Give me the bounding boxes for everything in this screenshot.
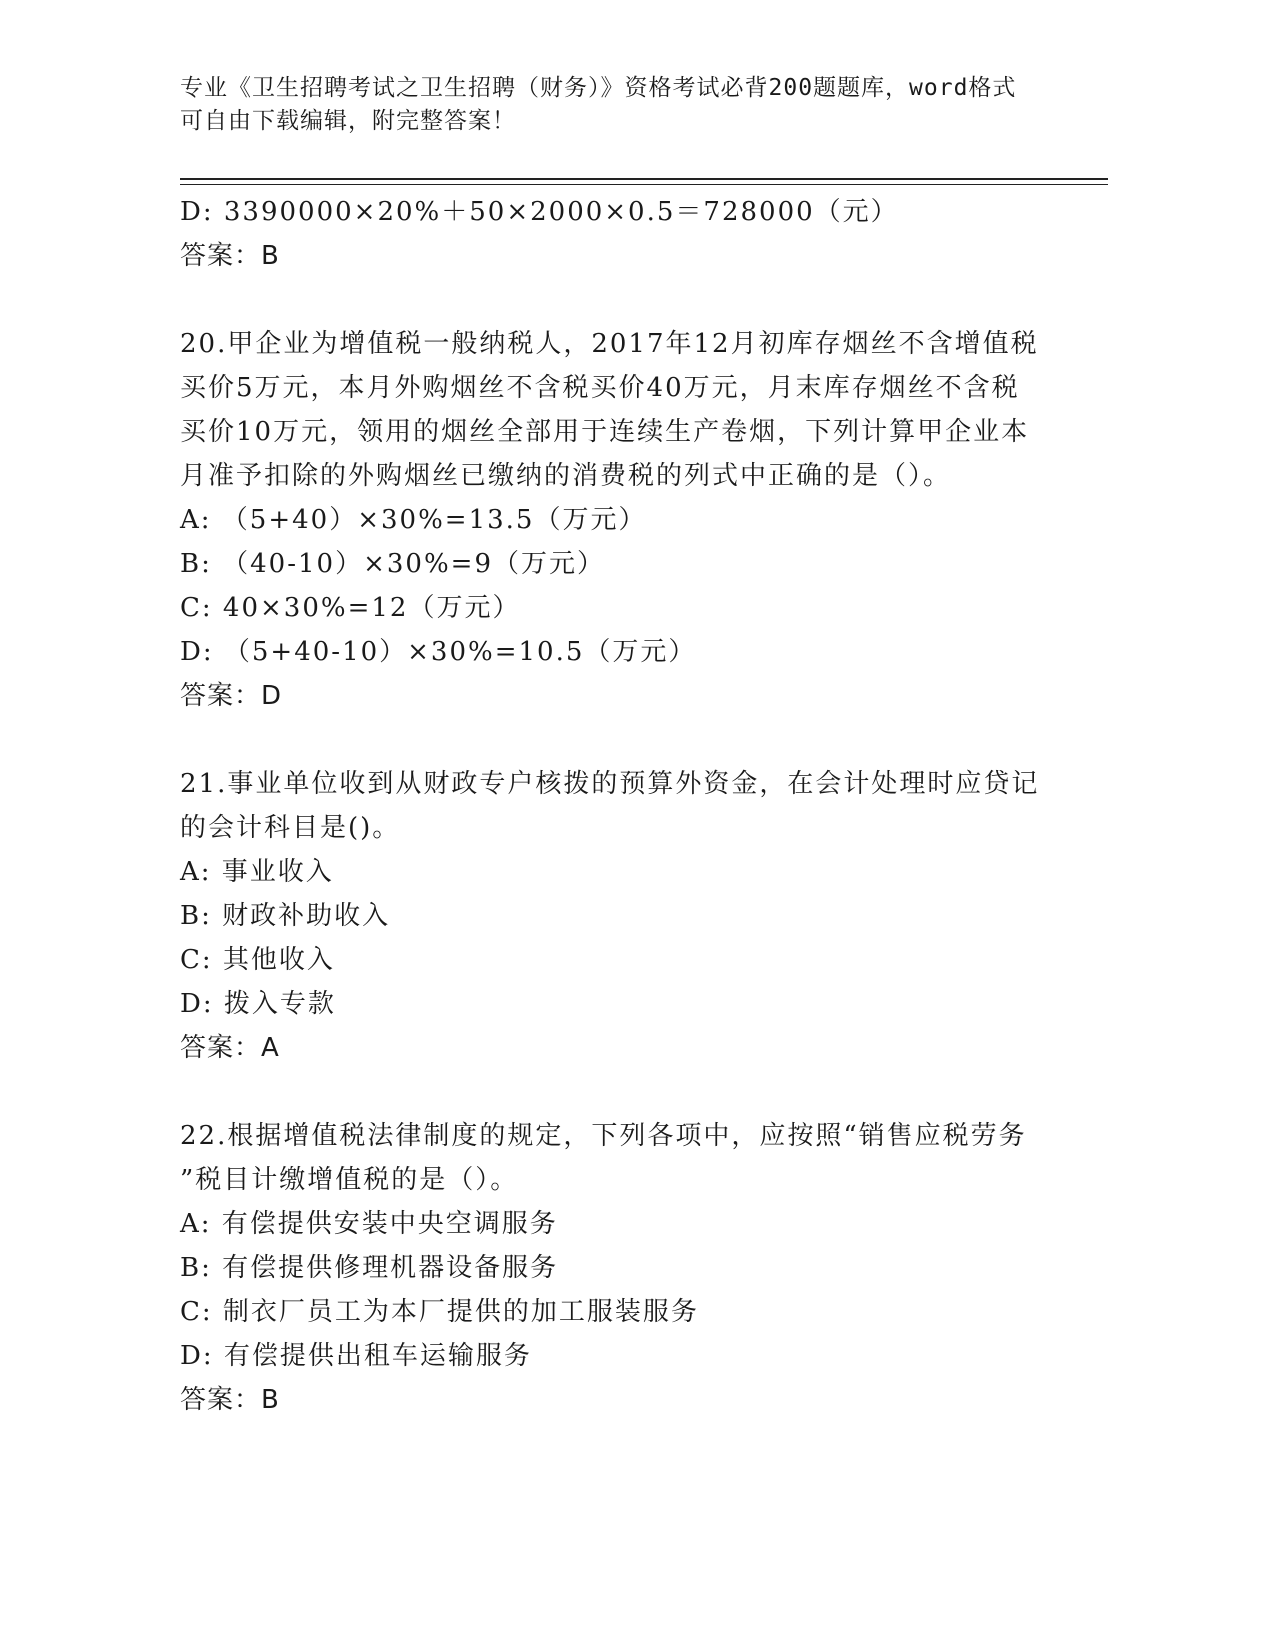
answer-line: 答案：B <box>180 241 280 271</box>
answer-line: 答案：B <box>180 1385 280 1415</box>
question-text-line: 21.事业单位收到从财政专户核拨的预算外资金，在会计处理时应贷记 <box>180 769 1040 799</box>
option-c: C: 制衣厂员工为本厂提供的加工服装服务 <box>180 1297 699 1327</box>
option-c: C: 其他收入 <box>180 945 335 975</box>
option-d: D: 3390000×20%＋50×2000×0.5＝728000（元） <box>180 197 899 227</box>
option-d: D: 拨入专款 <box>180 989 336 1019</box>
question-21 <box>180 762 1050 1070</box>
previous-question-fragment <box>180 190 1050 278</box>
question-text-line: 22.根据增值税法律制度的规定，下列各项中，应按照“销售应税劳务 <box>180 1121 1027 1151</box>
question-text-line: 买价10万元，领用的烟丝全部用于连续生产卷烟，下列计算甲企业本 <box>180 417 1030 447</box>
answer-line: 答案：D <box>180 681 283 711</box>
header-line-1: 专业《卫生招聘考试之卫生招聘（财务）》资格考试必背200题题库，word格式 <box>180 75 1017 101</box>
question-20 <box>180 322 1050 718</box>
question-text-line: 买价5万元，本月外购烟丝不含税买价40万元，月末库存烟丝不含税 <box>180 373 1020 403</box>
question-text-line: 20.甲企业为增值税一般纳税人，2017年12月初库存烟丝不含增值税 <box>180 329 1039 359</box>
option-d: D: 有偿提供出租车运输服务 <box>180 1341 532 1371</box>
option-b: B: （40-10）×30%=9（万元） <box>180 549 605 579</box>
option-c: C: 40×30%=12（万元） <box>180 593 521 623</box>
header-divider-thin <box>180 184 1108 185</box>
option-a: A: （5+40）×30%=13.5（万元） <box>180 505 647 535</box>
spacer <box>180 718 1050 762</box>
option-a: A: 事业收入 <box>180 857 334 887</box>
header-line-2: 可自由下载编辑，附完整答案！ <box>180 108 516 134</box>
option-b: B: 财政补助收入 <box>180 901 391 931</box>
option-a: A: 有偿提供安装中央空调服务 <box>180 1209 558 1239</box>
question-22 <box>180 1114 1050 1422</box>
question-list <box>180 190 1050 1422</box>
spacer <box>180 278 1050 322</box>
header-divider-thick <box>180 178 1108 180</box>
spacer <box>180 1070 1050 1114</box>
answer-line: 答案：A <box>180 1033 280 1063</box>
option-b: B: 有偿提供修理机器设备服务 <box>180 1253 559 1283</box>
option-d: D: （5+40-10）×30%=10.5（万元） <box>180 637 697 667</box>
document-header <box>180 72 1040 138</box>
question-text-line: ”税目计缴增值税的是（）。 <box>180 1165 519 1195</box>
question-text-line: 月准予扣除的外购烟丝已缴纳的消费税的列式中正确的是（）。 <box>180 461 952 491</box>
question-text-line: 的会计科目是()。 <box>180 813 401 843</box>
